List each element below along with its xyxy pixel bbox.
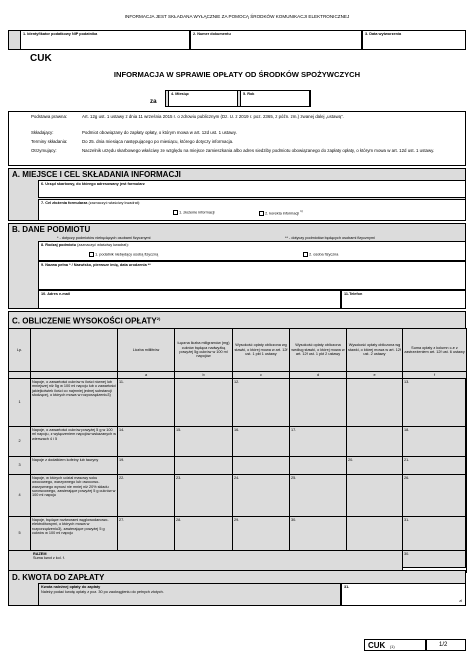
- cell-a[interactable]: 22.: [118, 475, 175, 517]
- cell-f[interactable]: 31.: [403, 517, 467, 551]
- header-mg: Łączna liczba miligramów (mg) cukrów będąca nadwyżką powyżej 5g cukrów w 100 ml napojów: [175, 329, 233, 372]
- cell-b[interactable]: 15.: [175, 427, 233, 457]
- cell-d[interactable]: 17.: [290, 427, 347, 457]
- table-row: [9, 457, 467, 475]
- amount-field-number: 31.: [344, 585, 350, 589]
- table-row: [9, 427, 467, 457]
- checkbox-icon[interactable]: [259, 211, 264, 216]
- table-row: [9, 379, 467, 427]
- subject-type-field: [38, 241, 466, 261]
- cell-a[interactable]: 11.: [118, 379, 175, 427]
- year-field[interactable]: [240, 90, 310, 107]
- legal-text-1: Art. 12g ust. 1 ustawy z dnia 11 września 2015 r. o zdrowiu publicznym (Dz. U. z 2019 r. poz. 2365, z późn. zm.) zwanej dalej „ustawą”.: [82, 114, 344, 119]
- header-fee-2: Wysokość opłaty obliczona według stawki, o której mowa w art. 12f ust. 1 pkt 2 ustawy: [290, 329, 347, 372]
- cell-b: [175, 379, 233, 427]
- amount-field[interactable]: [341, 583, 466, 606]
- cell-b: [175, 457, 233, 475]
- cell-e: [347, 427, 403, 457]
- cell-b[interactable]: 28.: [175, 517, 233, 551]
- banner: INFORMACJA JEST SKŁADANA WYŁĄCZNIE ZA POMOCĄ ŚRODKÓW KOMUNIKACJI ELEKTRONICZNEJ: [124, 14, 350, 19]
- cell-a[interactable]: 14.: [118, 427, 175, 457]
- section-c-title: C. OBLICZENIE WYSOKOŚCI OPŁATY: [12, 316, 157, 326]
- table-header-row: [9, 329, 467, 372]
- form-title: INFORMACJA W SPRAWIE OPŁATY OD ŚRODKÓW SPOŻYWCZYCH: [113, 70, 361, 79]
- footer-code: CUK: [368, 641, 386, 650]
- table-row: [9, 475, 467, 517]
- form-code: CUK: [30, 53, 52, 64]
- checkbox-icon[interactable]: [89, 252, 94, 257]
- letter-spacer: [31, 372, 118, 379]
- header-ml: Liczba mililitrów: [118, 329, 175, 372]
- section-b-title: B. DANE PODMIOTU: [12, 225, 91, 234]
- legal-label-3: Terminy składania:: [31, 139, 68, 144]
- header-fee-3: Wysokość opłaty obliczona wg stawki, o której mowa w art. 12f ust. 2 ustawy: [347, 329, 403, 372]
- header-fee-1: Wysokość opłaty obliczona wg stawki, o której mowa w art. 12f ust. 1 pkt 1 ustawy: [233, 329, 290, 372]
- legal-text-3: Do 25. dnia miesiąca następującego po miesiącu, którego dotyczy informacja.: [82, 139, 234, 144]
- footer-version: (1): [390, 645, 395, 649]
- cell-c[interactable]: 24.: [233, 475, 290, 517]
- office-field[interactable]: [38, 180, 466, 198]
- footer-code-box: [364, 639, 426, 651]
- subject-type-option-2[interactable]: [303, 252, 338, 257]
- date-field[interactable]: [362, 30, 466, 50]
- purpose-label: 7. Cel złożenia formularza: [41, 201, 88, 205]
- amount-label: Kwota należnej opłaty do zapłaty: [41, 585, 101, 589]
- subject-type-option-1[interactable]: [89, 252, 158, 257]
- subject-type-label-row: [39, 242, 465, 248]
- row-lp: 5: [9, 517, 31, 551]
- letter-e: e: [347, 372, 403, 379]
- sum-label: RAZEM: [33, 552, 47, 556]
- calculation-table: [8, 328, 467, 573]
- row-desc: Napoje, o zawartości cukrów w ilości równej lub mniejszej niż 5g w 100 ml napoju lub o zawartości jakiejkolwiek ilości co najmniej jednej substancji słodzącej, o których mowa w rozporządzeniu3): [31, 379, 118, 427]
- purpose-option-2[interactable]: [259, 210, 303, 216]
- amount-label-box: [38, 583, 341, 606]
- legal-text-2: Podmiot obowiązany do zapłaty opłaty, o którym mowa w art. 12d ust. 1 ustawy.: [82, 130, 237, 135]
- legal-label-1: Podstawa prawna:: [31, 114, 68, 119]
- month-label: 4. Miesiąc: [171, 92, 189, 96]
- checkbox-icon[interactable]: [303, 252, 308, 257]
- header-sum: Suma opłaty z kolumn c-e z zastrzeżeniem art. 12f ust. 6 ustawy: [403, 329, 467, 372]
- table-letter-row: [9, 372, 467, 379]
- purpose-option-2-label: 2. korekta informacji: [265, 211, 300, 216]
- letter-spacer: [9, 372, 31, 379]
- nip-label: 1. Identyfikator podatkowy NIP podatnika: [23, 32, 98, 36]
- section-c-title-row: [9, 312, 465, 328]
- row-desc: Napoje z dodatkiem kofeiny lub tauryny: [31, 457, 118, 475]
- cell-c[interactable]: 12.: [233, 379, 290, 427]
- header-lp: Lp.: [9, 329, 31, 372]
- note-1: * - dotyczy podmiotów niebędących osobami fizycznymi: [57, 236, 151, 240]
- purpose-option-1-label: 1. złożenie informacji: [179, 210, 215, 215]
- cell-d: [290, 379, 347, 427]
- cell-e: [347, 379, 403, 427]
- doc-number-label: 2. Numer dokumentu: [193, 32, 231, 36]
- purpose-option-1[interactable]: [173, 210, 215, 215]
- date-label: 3. Data wytworzenia: [365, 32, 402, 36]
- cell-a[interactable]: 27.: [118, 517, 175, 551]
- cell-d: [290, 457, 347, 475]
- amount-sub: Należy podać kwotę opłaty z poz. 30 po zaokrągleniu do pełnych złotych.: [41, 590, 164, 595]
- cell-c[interactable]: 16.: [233, 427, 290, 457]
- letter-c: c: [233, 372, 290, 379]
- name-label: 9. Nazwa pełna * / Nazwisko, pierwsze imię, data urodzenia **: [41, 263, 151, 267]
- footer-page-box: [426, 639, 466, 651]
- name-field[interactable]: [38, 261, 466, 290]
- letter-f: f: [403, 372, 467, 379]
- cell-b[interactable]: 23.: [175, 475, 233, 517]
- header-desc: [31, 329, 118, 372]
- footer-page: 1/2: [439, 642, 448, 648]
- row-desc: Napoje, w których udział masowy soku owocowego, warzywnego lub owocowo-warzywnego wynosi nie mniej niż 20% składu surowcowego, zawierające powyżej 5 g cukrów w 100 ml napoju: [31, 475, 118, 517]
- cell-c[interactable]: 29.: [233, 517, 290, 551]
- currency-label: zł: [459, 598, 462, 603]
- purpose-hint: (zaznaczyć właściwy kwadrat):: [88, 201, 141, 205]
- purpose-label-row: [39, 200, 465, 206]
- cell-f[interactable]: 26.: [403, 475, 467, 517]
- sum-field[interactable]: 30.: [403, 551, 467, 573]
- subject-type-option-2-label: 2. osoba fizyczna: [309, 252, 339, 257]
- table-row: [9, 517, 467, 551]
- doc-number-field[interactable]: [190, 30, 362, 50]
- checkbox-icon[interactable]: [173, 210, 178, 215]
- cell-a[interactable]: 19.: [118, 457, 175, 475]
- row-lp: 2: [9, 427, 31, 457]
- row-lp: 3: [9, 457, 31, 475]
- legal-block: [8, 111, 466, 166]
- cell-f[interactable]: 13.: [403, 379, 467, 427]
- row-lp: 4: [9, 475, 31, 517]
- za-label: za: [150, 98, 157, 105]
- subject-type-label: 8. Rodzaj podmiotu: [41, 243, 77, 247]
- subject-type-hint: (zaznaczyć właściwy kwadrat):: [77, 243, 129, 247]
- cell-e[interactable]: 20.: [347, 457, 403, 475]
- legal-label-4: Otrzymujący:: [31, 148, 57, 153]
- month-field[interactable]: [168, 90, 238, 107]
- cell-f[interactable]: 18.: [403, 427, 467, 457]
- cell-e: [347, 475, 403, 517]
- office-label: 6. Urząd skarbowy, do którego adresowany jest formularz: [41, 182, 145, 186]
- phone-label: 11.Telefon: [344, 292, 363, 296]
- section-a-title: A. MIEJSCE I CEL SKŁADANIA INFORMACJI: [12, 170, 181, 179]
- letter-b: b: [175, 372, 233, 379]
- section-c-title-sup: 2): [156, 316, 161, 321]
- cell-d[interactable]: 30.: [290, 517, 347, 551]
- letter-d: d: [290, 372, 347, 379]
- nip-field[interactable]: [20, 30, 190, 50]
- row-lp: 1: [9, 379, 31, 427]
- phone-field[interactable]: [341, 290, 466, 309]
- subject-type-option-1-label: 1. podatnik niebędący osobą fizyczną: [95, 252, 159, 257]
- purpose-option-2-sup: 1): [300, 209, 303, 213]
- cell-d[interactable]: 25.: [290, 475, 347, 517]
- row-desc: Napoje, o zawartości cukrów powyżej 5 g w 100 ml napoju, z wyłączeniem napojów wskazanych w wierszach 4 i 5: [31, 427, 118, 457]
- row-desc: Napoje, będące roztworami węglowodanowo-elektrolitowymi, o których mowa w rozporządzeniu3), zawierające powyżej 5 g cukrów w 100 ml napoju: [31, 517, 118, 551]
- email-field[interactable]: [38, 290, 341, 309]
- purpose-field: [38, 199, 466, 221]
- sum-sub: Suma kwot z kol. f.: [33, 556, 65, 561]
- note-2: ** - dotyczy podmiotów będących osobami fizycznymi: [285, 236, 375, 240]
- cell-e: [347, 517, 403, 551]
- section-d-title: D. KWOTA DO ZAPŁATY: [12, 573, 105, 582]
- legal-label-2: Składający:: [31, 130, 54, 135]
- letter-a: a: [118, 372, 175, 379]
- cell-f[interactable]: 21.: [403, 457, 467, 475]
- legal-text-4: Naczelnik urzędu skarbowego właściwy ze względu na miejsce zamieszkania albo adres siedziby podmiotu obowiązanego do zapłaty opłaty, o którym mowa w art. 12d ust. 1 ustawy.: [82, 148, 435, 153]
- cell-c: [233, 457, 290, 475]
- year-label: 5. Rok: [243, 92, 255, 96]
- email-label: 10. Adres e-mail: [41, 292, 70, 296]
